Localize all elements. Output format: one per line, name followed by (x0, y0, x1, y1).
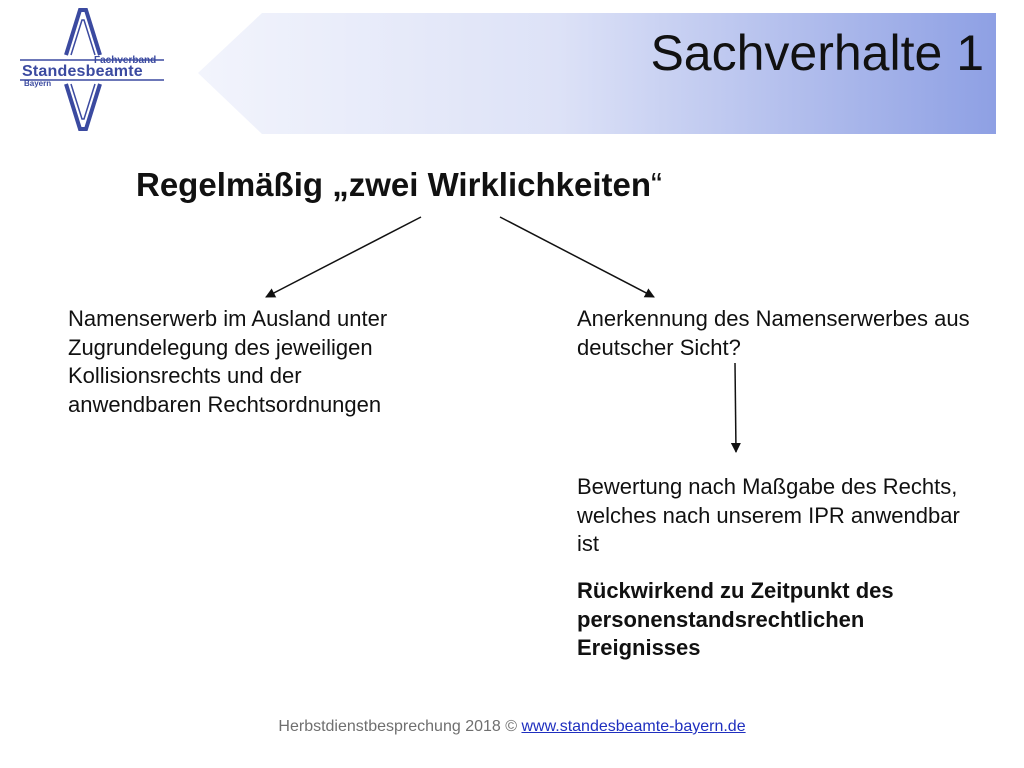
logo-line-bayern: Bayern (24, 79, 52, 88)
logo-line-standesbeamte: Standesbeamte (22, 63, 143, 80)
right-text-evaluation: Bewertung nach Maßgabe des Rechts, welches nach unserem IPR anwendbar ist (577, 474, 960, 556)
page-title: Sachverhalte 1 (650, 25, 984, 81)
arrow-down (735, 363, 736, 452)
footer-text: Herbstdienstbesprechung 2018 © (278, 718, 522, 735)
left-text-block: Namenserwerb im Ausland unter Zugrundelegung des jeweiligen Kollisionsrechts und der anwendbaren Rechtsordnungen (68, 306, 388, 417)
arrow-left (266, 217, 421, 297)
right-text-question: Anerkennung des Namenserwerbes aus deutscher Sicht? (577, 306, 970, 360)
arrow-right (500, 217, 654, 297)
footer-link[interactable]: www.standesbeamte-bayern.de (521, 718, 746, 735)
subtitle-text: Regelmäßig „zwei Wirklichkeiten (136, 166, 652, 203)
right-text-retroactive: Rückwirkend zu Zeitpunkt des personenstandsrechtlichen Ereignisses (577, 578, 894, 660)
footer (0, 718, 1024, 736)
subtitle-close-quote: “ (651, 166, 663, 203)
logo-line-fachverband: Fachverband (94, 55, 157, 66)
